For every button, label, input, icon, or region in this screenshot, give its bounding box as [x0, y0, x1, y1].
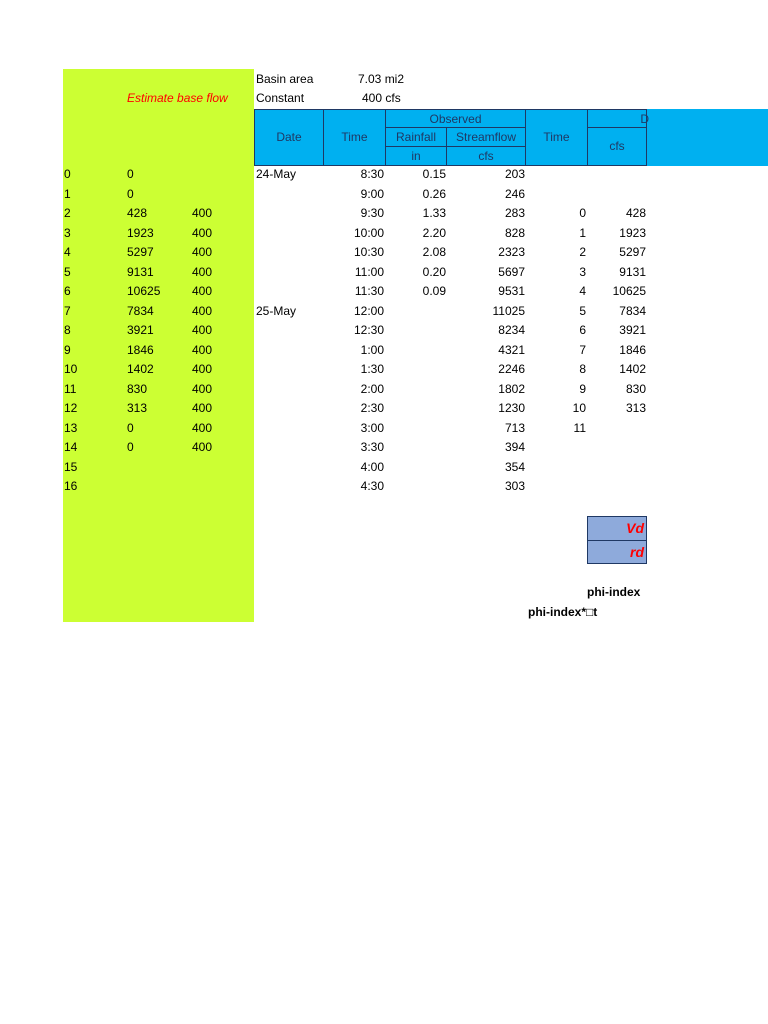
left-row-baseflow: 400: [192, 401, 213, 415]
left-row-index: 13: [64, 420, 78, 435]
header-streamflow: Streamflow: [446, 127, 526, 147]
obs-streamflow: 2323: [498, 245, 525, 259]
obs-rainfall: 2.08: [422, 245, 446, 259]
header-observed: Observed: [385, 109, 526, 128]
obs-streamflow: 1230: [498, 401, 525, 415]
obs-time: 4:30: [360, 479, 384, 493]
left-row-index: 4: [64, 245, 71, 259]
vd-cell: Vd: [587, 516, 647, 541]
left-row-index: 1: [64, 186, 71, 201]
header-time: Time: [323, 109, 386, 166]
left-row-baseflow: 400: [192, 245, 213, 259]
obs-time: 11:00: [354, 264, 384, 279]
left-row-index: 6: [64, 284, 71, 298]
left-row-index: 7: [64, 303, 71, 318]
obs-time: 1:30: [360, 362, 384, 376]
rd-cell: rd: [587, 540, 647, 564]
obs-streamflow: 5697: [498, 264, 525, 279]
left-row-index: 3: [64, 225, 71, 240]
left-row-baseflow: 400: [192, 303, 213, 318]
obs-streamflow: 303: [504, 479, 525, 493]
obs-direct-runoff: 313: [625, 401, 646, 415]
left-row-index: 11: [64, 381, 77, 396]
obs-streamflow: 354: [504, 459, 525, 474]
obs-time: 10:00: [353, 225, 384, 240]
header-rainfall: Rainfall: [385, 127, 447, 147]
left-row-value: 0: [127, 186, 134, 201]
obs-time-step: 3: [579, 264, 586, 279]
obs-time: 10:30: [353, 245, 384, 259]
left-row-index: 2: [64, 206, 71, 220]
obs-streamflow: 394: [504, 440, 525, 454]
obs-streamflow: 2246: [498, 362, 525, 376]
obs-time: 12:00: [353, 303, 384, 318]
left-row-value: 5297: [127, 245, 154, 259]
header-cfs-2: cfs: [587, 127, 647, 166]
constant-value: 400 cfs: [362, 91, 401, 105]
obs-streamflow: 9531: [498, 284, 525, 298]
basin-area-label: Basin area: [256, 72, 314, 86]
left-row-value: 3921: [127, 323, 154, 337]
obs-rainfall: 0.26: [422, 186, 446, 201]
obs-time-step: 0: [579, 206, 586, 220]
obs-date: 25-May: [256, 303, 297, 318]
obs-time: 9:00: [360, 186, 384, 201]
obs-direct-runoff: 1923: [619, 225, 646, 240]
obs-streamflow: 1802: [498, 381, 525, 396]
header-in: in: [385, 146, 447, 166]
left-row-value: 1923: [127, 225, 154, 240]
obs-time: 2:00: [360, 381, 384, 396]
obs-time: 8:30: [360, 167, 384, 181]
obs-time: 3:00: [360, 420, 384, 435]
green-panel: [63, 69, 254, 622]
left-row-baseflow: 400: [192, 284, 213, 298]
left-row-baseflow: 400: [192, 264, 213, 279]
left-row-baseflow: 400: [192, 206, 213, 220]
left-row-baseflow: 400: [192, 323, 213, 337]
left-row-index: 15: [64, 459, 78, 474]
obs-direct-runoff: 9131: [619, 264, 646, 279]
header-band: [647, 109, 768, 166]
header-date: Date: [254, 109, 324, 166]
obs-streamflow: 713: [504, 420, 525, 435]
obs-direct-runoff: 3921: [619, 323, 646, 337]
left-row-index: 10: [64, 362, 78, 376]
obs-direct-runoff: 7834: [619, 303, 646, 318]
obs-streamflow: 246: [504, 186, 525, 201]
obs-time: 9:30: [360, 206, 384, 220]
obs-streamflow: 203: [504, 167, 525, 181]
obs-rainfall: 0.09: [422, 284, 446, 298]
left-row-value: 428: [127, 206, 148, 220]
obs-direct-runoff: 10625: [612, 284, 646, 298]
left-row-value: 0: [127, 167, 134, 181]
phi-index-dt-label: phi-index*□t: [528, 605, 598, 619]
left-row-index: 0: [64, 167, 71, 181]
header-time-2: Time: [525, 109, 588, 166]
panel-title: Estimate base flow: [127, 91, 228, 105]
left-row-baseflow: 400: [192, 225, 213, 240]
obs-rainfall: 0.20: [422, 264, 446, 279]
obs-rainfall: 1.33: [422, 206, 446, 220]
basin-area-value: 7.03 mi2: [358, 72, 405, 86]
left-row-index: 16: [64, 479, 78, 493]
obs-time-step: 4: [579, 284, 586, 298]
left-row-value: 1402: [127, 362, 154, 376]
left-row-baseflow: 400: [192, 342, 213, 357]
left-row-value: 10625: [127, 284, 161, 298]
obs-direct-runoff: 428: [625, 206, 646, 220]
header-cfs: cfs: [446, 146, 526, 166]
left-row-value: 9131: [127, 264, 154, 279]
obs-time-step: 9: [579, 381, 586, 396]
obs-streamflow: 283: [504, 206, 525, 220]
header-d-partial: D: [587, 109, 647, 128]
obs-time-step: 11: [573, 420, 586, 435]
obs-direct-runoff: 5297: [619, 245, 646, 259]
obs-direct-runoff: 1402: [619, 362, 646, 376]
obs-time: 2:30: [360, 401, 384, 415]
obs-time-step: 1: [579, 225, 586, 240]
obs-streamflow: 4321: [498, 342, 525, 357]
obs-time-step: 5: [579, 303, 586, 318]
obs-time: 11:30: [354, 284, 384, 298]
obs-rainfall: 2.20: [422, 225, 446, 240]
obs-time-step: 8: [579, 362, 586, 376]
obs-time: 12:30: [353, 323, 384, 337]
obs-streamflow: 8234: [498, 323, 525, 337]
obs-time: 3:30: [360, 440, 384, 454]
left-row-index: 14: [64, 440, 78, 454]
left-row-value: 0: [127, 440, 134, 454]
obs-time-step: 10: [572, 401, 586, 415]
obs-streamflow: 11025: [492, 303, 525, 318]
left-row-baseflow: 400: [192, 362, 213, 376]
phi-index-label: phi-index: [587, 585, 641, 599]
left-row-value: 1846: [127, 342, 154, 357]
left-row-baseflow: 400: [192, 420, 213, 435]
left-row-baseflow: 400: [192, 440, 213, 454]
obs-direct-runoff: 1846: [619, 342, 646, 357]
left-row-value: 7834: [127, 303, 154, 318]
obs-direct-runoff: 830: [625, 381, 646, 396]
left-row-baseflow: 400: [192, 381, 213, 396]
left-row-value: 313: [127, 401, 148, 415]
left-row-value: 0: [127, 420, 134, 435]
obs-time-step: 7: [579, 342, 586, 357]
constant-label: Constant: [256, 91, 305, 105]
obs-rainfall: 0.15: [422, 167, 446, 181]
left-row-index: 8: [64, 323, 71, 337]
left-row-index: 12: [64, 401, 78, 415]
obs-streamflow: 828: [504, 225, 525, 240]
obs-time: 4:00: [360, 459, 384, 474]
obs-time: 1:00: [360, 342, 384, 357]
obs-date: 24-May: [256, 167, 297, 181]
obs-time-step: 6: [579, 323, 586, 337]
left-row-index: 9: [64, 342, 71, 357]
left-row-value: 830: [127, 381, 148, 396]
obs-time-step: 2: [579, 245, 586, 259]
left-row-index: 5: [64, 264, 71, 279]
